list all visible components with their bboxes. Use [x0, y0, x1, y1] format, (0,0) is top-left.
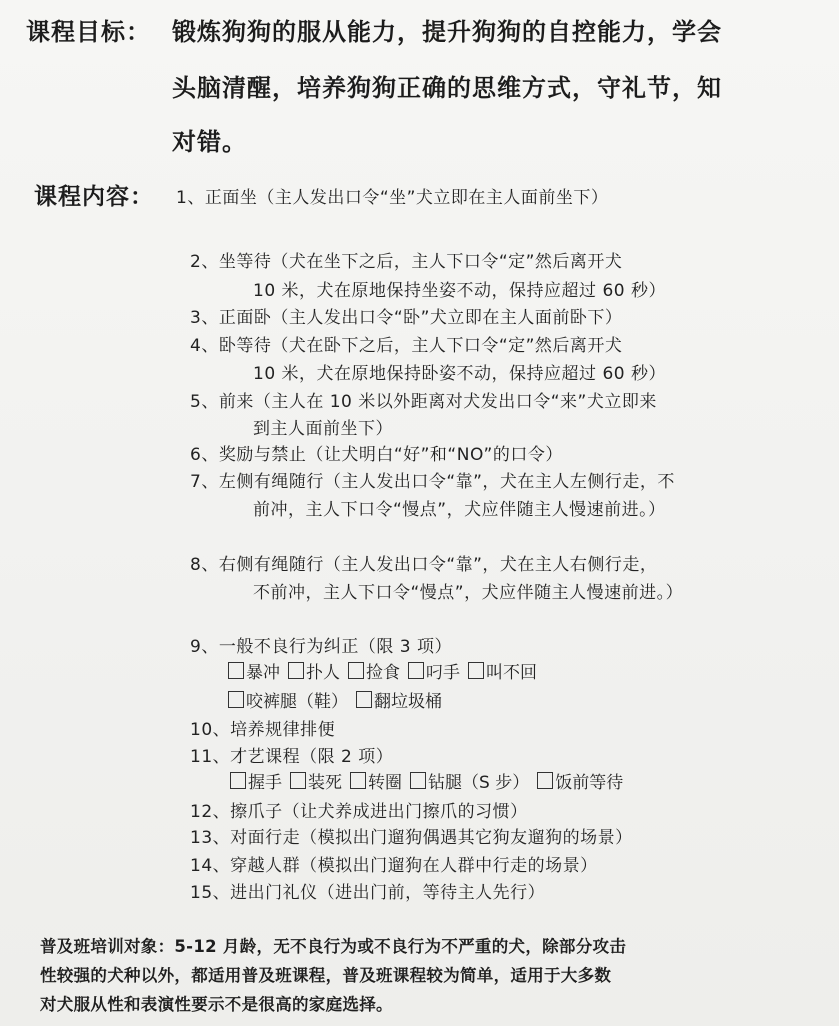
item-2-cont: 10 米，犬在原地保持坐姿不动，保持应超过 60 秒）	[253, 281, 666, 301]
checkbox-label: 暴冲	[246, 663, 280, 683]
item-8-cont: 不前冲，主人下口令“慢点”，犬应伴随主人慢速前进。）	[253, 583, 684, 603]
checkbox-option[interactable]	[537, 768, 623, 793]
item-11: 11、才艺课程（限 2 项）	[190, 747, 394, 767]
item-7-cont: 前冲，主人下口令“慢点”，犬应伴随主人慢速前进。）	[253, 500, 666, 520]
audience-line-3: 对犬服从性和表演性要示不是很高的家庭选择。	[40, 995, 393, 1014]
checkbox-option[interactable]	[468, 658, 537, 683]
item-13: 13、对面行走（模拟出门遛狗偶遇其它狗友遛狗的场景）	[190, 828, 633, 848]
item-10: 10、培养规律排便	[190, 720, 336, 740]
checkbox-label: 转圈	[368, 773, 402, 793]
checkbox-label: 叼手	[426, 663, 460, 683]
checkbox-box[interactable]	[408, 662, 424, 679]
checkbox-box[interactable]	[410, 772, 426, 789]
checkbox-option[interactable]	[290, 768, 342, 793]
item-5-cont: 到主人面前坐下）	[253, 419, 393, 439]
item-15: 15、进出门礼仪（进出门前，等待主人先行）	[190, 883, 546, 903]
checkbox-option[interactable]	[408, 658, 460, 683]
item-4: 4、卧等待（犬在卧下之后，主人下口令“定”然后离开犬	[190, 336, 623, 356]
bad-behavior-options-row-2	[228, 687, 450, 712]
checkbox-label: 饭前等待	[555, 773, 624, 793]
item-14: 14、穿越人群（模拟出门遛狗在人群中行走的场景）	[190, 856, 598, 876]
checkbox-option[interactable]	[288, 658, 340, 683]
checkbox-box[interactable]	[228, 662, 244, 679]
item-4-cont: 10 米，犬在原地保持卧姿不动，保持应超过 60 秒）	[253, 364, 666, 384]
item-5: 5、前来（主人在 10 米以外距离对犬发出口令“来”犬立即来	[190, 392, 657, 412]
talent-options-row	[230, 768, 631, 793]
checkbox-option[interactable]	[230, 768, 282, 793]
content-label: 课程内容：	[34, 184, 154, 210]
item-7: 7、左侧有绳随行（主人发出口令“靠”，犬在主人左侧行走，不	[190, 472, 675, 492]
checkbox-label: 装死	[308, 773, 342, 793]
audience-line-1: 普及班培训对象：5-12 月龄，无不良行为或不良行为不严重的犬，除部分攻击	[40, 937, 627, 956]
checkbox-box[interactable]	[288, 662, 304, 679]
item-2: 2、坐等待（犬在坐下之后，主人下口令“定”然后离开犬	[190, 252, 623, 272]
checkbox-option[interactable]	[350, 768, 402, 793]
checkbox-box[interactable]	[356, 691, 372, 708]
checkbox-option[interactable]	[228, 658, 280, 683]
checkbox-box[interactable]	[230, 772, 246, 789]
item-3: 3、正面卧（主人发出口令“卧”犬立即在主人面前卧下）	[190, 308, 623, 328]
checkbox-box[interactable]	[290, 772, 306, 789]
item-1: 1、正面坐（主人发出口令“坐”犬立即在主人面前坐下）	[176, 188, 609, 208]
goal-label: 课程目标：	[26, 18, 151, 46]
checkbox-option[interactable]	[228, 687, 348, 712]
checkbox-box[interactable]	[228, 691, 244, 708]
item-9: 9、一般不良行为纠正（限 3 项）	[190, 637, 452, 657]
item-6: 6、奖励与禁止（让犬明白“好”和“NO”的口令）	[190, 445, 563, 465]
checkbox-box[interactable]	[350, 772, 366, 789]
bad-behavior-options-row-1	[228, 658, 545, 683]
checkbox-option[interactable]	[410, 768, 529, 793]
checkbox-box[interactable]	[537, 772, 553, 789]
checkbox-box[interactable]	[348, 662, 364, 679]
checkbox-label: 咬裤腿（鞋）	[246, 692, 348, 712]
checkbox-label: 钻腿（S 步）	[428, 773, 530, 793]
checkbox-label: 握手	[248, 773, 282, 793]
item-8: 8、右侧有绳随行（主人发出口令“靠”，犬在主人右侧行走，	[190, 555, 658, 575]
item-12: 12、擦爪子（让犬养成进出门擦爪的习惯）	[190, 802, 528, 822]
audience-line-2: 性较强的犬种以外，都适用普及班课程，普及班课程较为简单，适用于大多数	[40, 966, 612, 985]
checkbox-label: 捡食	[366, 663, 400, 683]
checkbox-label: 翻垃圾桶	[374, 692, 442, 712]
checkbox-box[interactable]	[468, 662, 484, 679]
checkbox-label: 叫不回	[486, 663, 537, 683]
checkbox-option[interactable]	[348, 658, 400, 683]
goal-line-2: 头脑清醒，培养狗狗正确的思维方式，守礼节，知	[172, 74, 722, 102]
checkbox-label: 扑人	[306, 663, 340, 683]
goal-line-3: 对错。	[172, 128, 247, 156]
goal-line-1: 锻炼狗狗的服从能力，提升狗狗的自控能力，学会	[172, 18, 722, 46]
checkbox-option[interactable]	[356, 687, 442, 712]
